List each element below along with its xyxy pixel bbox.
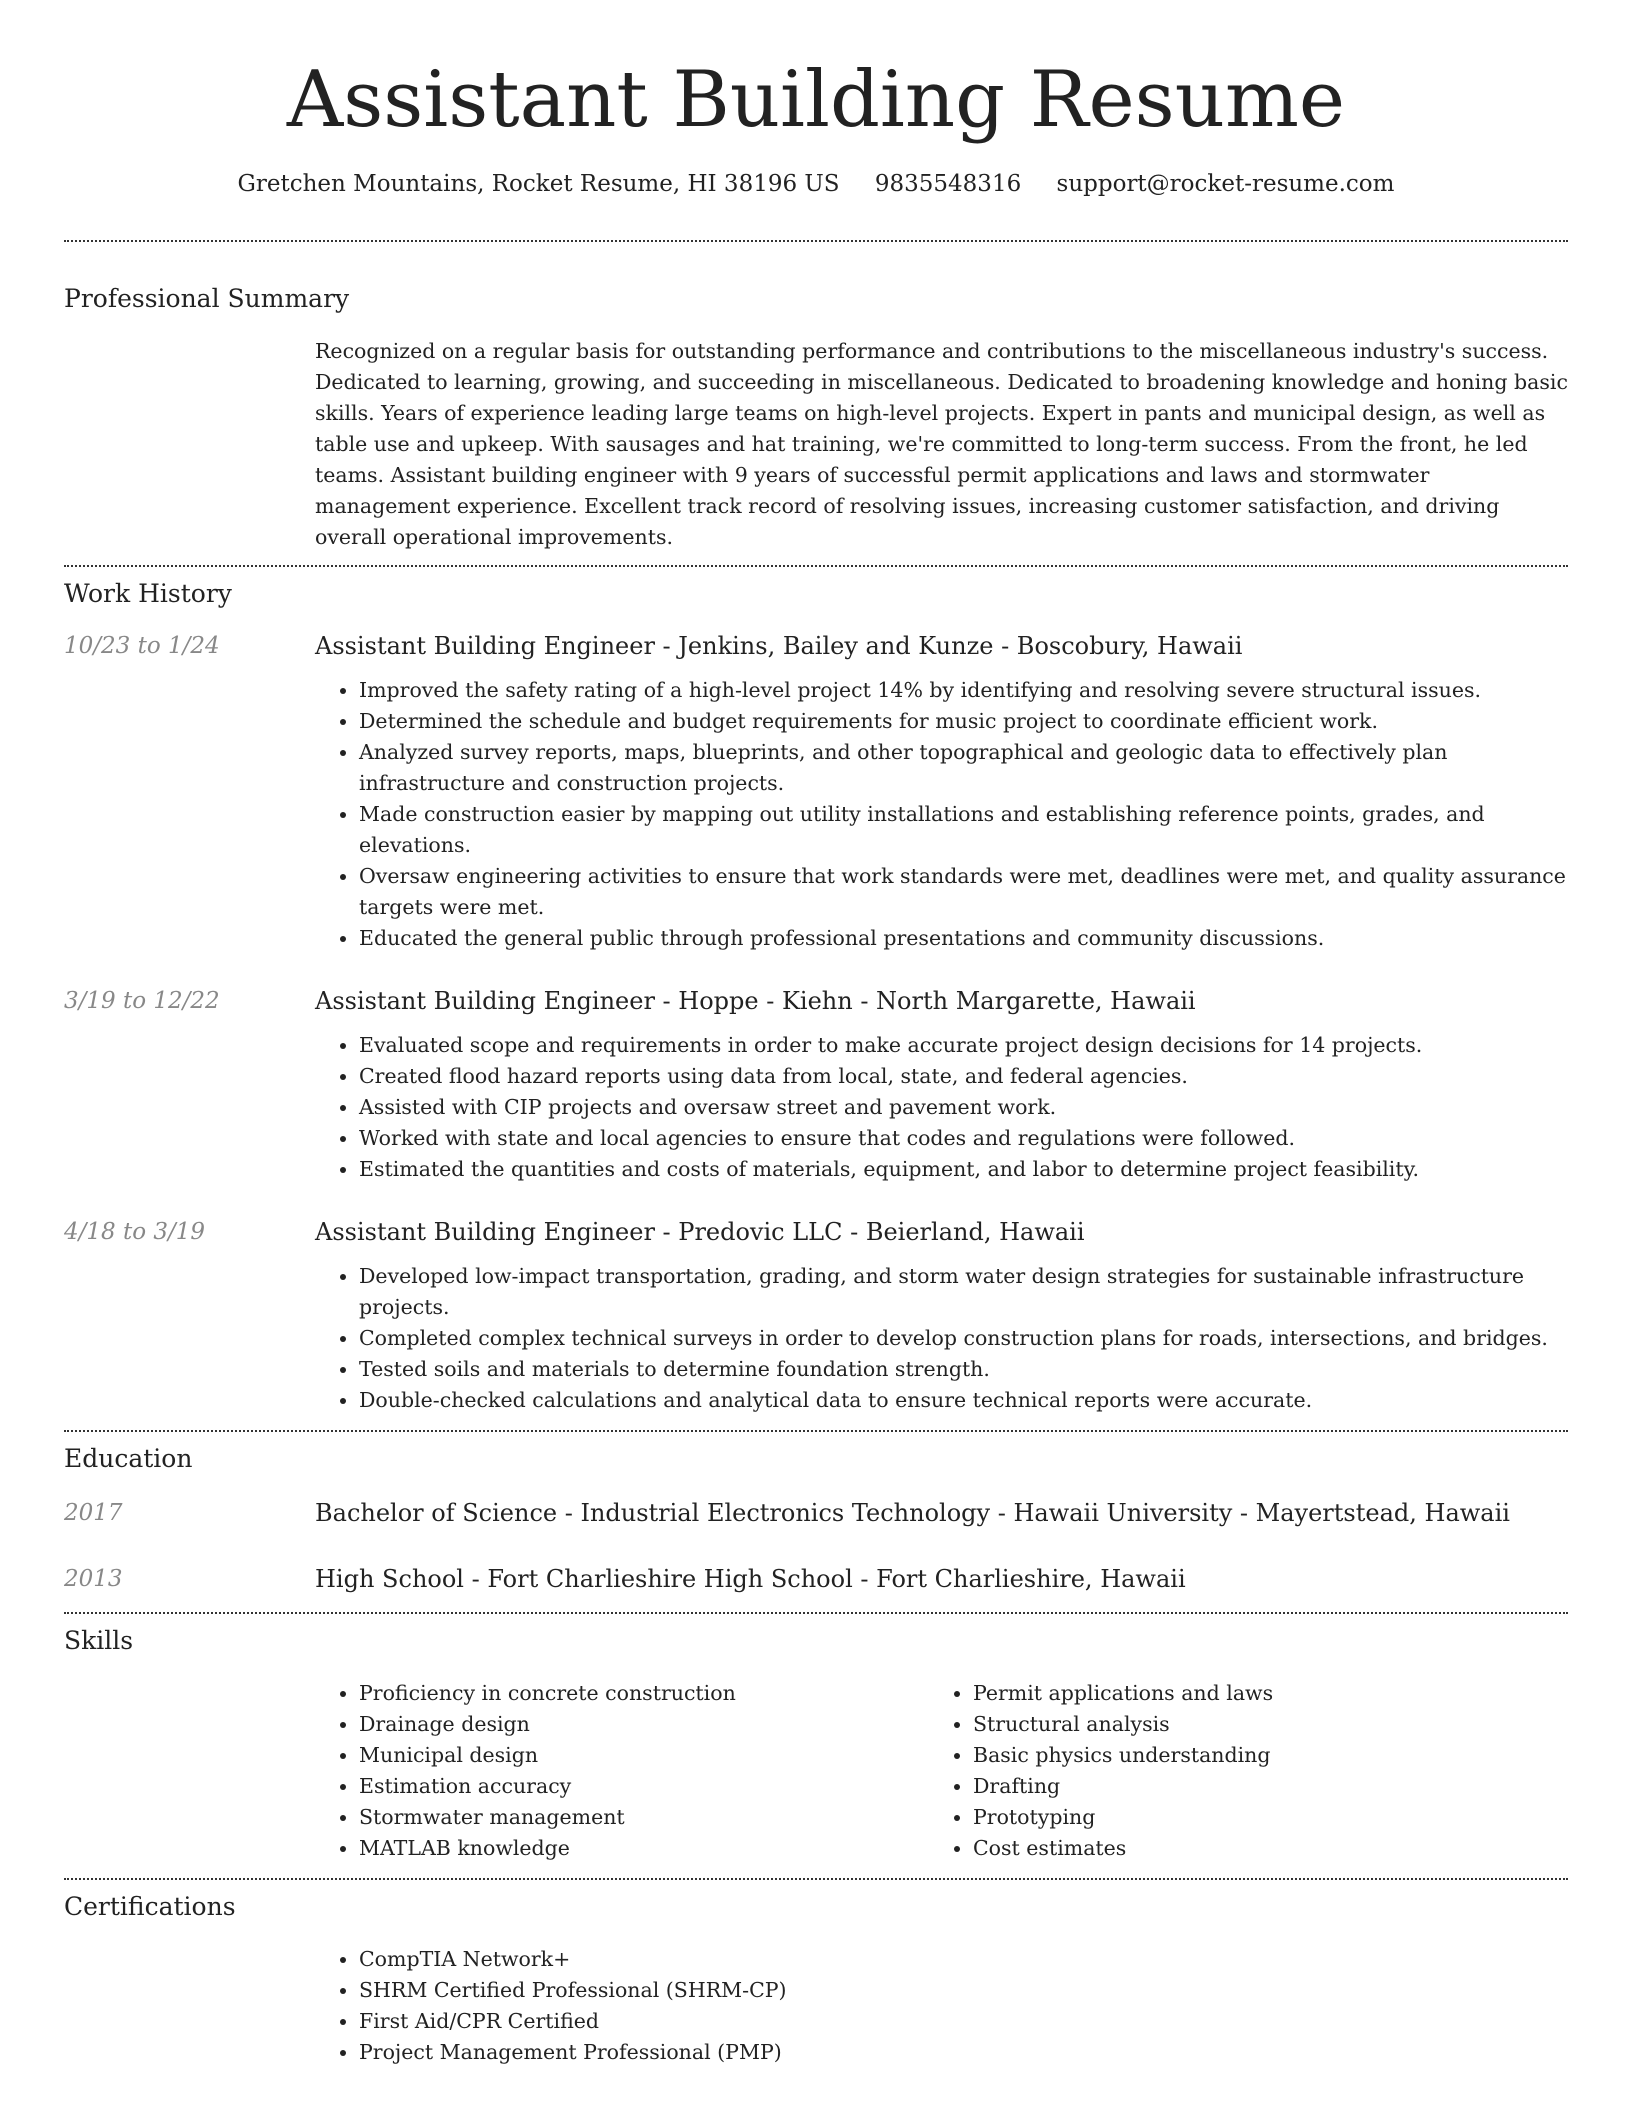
- section-title-summary: Professional Summary: [64, 284, 350, 313]
- section-title-education: Education: [64, 1444, 193, 1473]
- contact-phone: 9835548316: [874, 171, 1022, 197]
- list-item: • Prototyping: [973, 1802, 1543, 1833]
- job-date: 4/18 to 3/19: [64, 1219, 206, 1245]
- job-bullets: [315, 1030, 1568, 1185]
- skills-list-right: [929, 1678, 1543, 1864]
- education-date: 2013: [64, 1566, 123, 1592]
- list-item: • Municipal design: [359, 1740, 929, 1771]
- list-item: • Double-checked calculations and analytical data to ensure technical reports were accurate.: [359, 1385, 1568, 1416]
- job-bullets: [315, 1261, 1568, 1416]
- list-item: • SHRM Certified Professional (SHRM-CP): [359, 1975, 1568, 2006]
- list-item: • Completed complex technical surveys in order to develop construction plans for roads, intersections, and bridges.: [359, 1323, 1568, 1354]
- job-date: 10/23 to 1/24: [64, 633, 220, 659]
- job-heading: Assistant Building Engineer - Hoppe - Kiehn - North Margarette, Hawaii: [315, 987, 1196, 1015]
- list-item: • Drafting: [973, 1771, 1543, 1802]
- list-item: • Educated the general public through professional presentations and community discussions.: [359, 923, 1568, 954]
- contact-line: [64, 168, 1568, 200]
- education-heading: Bachelor of Science - Industrial Electronics Technology - Hawaii University - Mayertstead, Hawaii: [315, 1499, 1510, 1527]
- list-item: • Evaluated scope and requirements in order to make accurate project design decisions for 14 projects.: [359, 1030, 1568, 1061]
- job-date: 3/19 to 12/22: [64, 988, 220, 1014]
- contact-address: Gretchen Mountains, Rocket Resume, HI 38196 US: [237, 171, 840, 197]
- list-item: • Worked with state and local agencies to ensure that codes and regulations were followed.: [359, 1123, 1568, 1154]
- job-heading: Assistant Building Engineer - Predovic LLC - Beierland, Hawaii: [315, 1218, 1085, 1246]
- job-heading: Assistant Building Engineer - Jenkins, Bailey and Kunze - Boscobury, Hawaii: [315, 632, 1243, 660]
- list-item: • Made construction easier by mapping out utility installations and establishing reference points, grades, and elevations.: [359, 799, 1568, 861]
- divider: [64, 240, 1568, 242]
- education-date: 2017: [64, 1500, 123, 1526]
- list-item: • Tested soils and materials to determine foundation strength.: [359, 1354, 1568, 1385]
- skills-list-left: [315, 1678, 929, 1864]
- job-entry: [64, 984, 1568, 1185]
- list-item: • Assisted with CIP projects and oversaw street and pavement work.: [359, 1092, 1568, 1123]
- job-entry: [64, 1215, 1568, 1416]
- list-item: • Estimated the quantities and costs of materials, equipment, and labor to determine project feasibility.: [359, 1154, 1568, 1185]
- list-item: • Determined the schedule and budget requirements for music project to coordinate efficient work.: [359, 706, 1568, 737]
- list-item: • Created flood hazard reports using data from local, state, and federal agencies.: [359, 1061, 1568, 1092]
- divider: [64, 1612, 1568, 1614]
- section-title-work: Work History: [64, 579, 232, 608]
- divider: [64, 1878, 1568, 1880]
- list-item: • Cost estimates: [973, 1833, 1543, 1864]
- list-item: • CompTIA Network+: [359, 1944, 1568, 1975]
- list-item: • First Aid/CPR Certified: [359, 2006, 1568, 2037]
- resume-title: Assistant Building Resume: [286, 55, 1346, 145]
- education-heading: High School - Fort Charlieshire High School - Fort Charlieshire, Hawaii: [315, 1565, 1186, 1593]
- list-item: • Drainage design: [359, 1709, 929, 1740]
- certifications-list: [315, 1944, 1568, 2068]
- list-item: • Permit applications and laws: [973, 1678, 1543, 1709]
- resume-page: [64, 0, 1568, 2112]
- job-bullets: [315, 675, 1568, 954]
- list-item: • Oversaw engineering activities to ensure that work standards were met, deadlines were met, and quality assurance targets were met.: [359, 861, 1568, 923]
- education-entry: [64, 1562, 1568, 1596]
- summary-text: Recognized on a regular basis for outstanding performance and contributions to the miscellaneous industry's success. Dedicated to learning, growing, and succeeding in miscellaneous. Dedicated to broadening knowledge and honing basic skills. Years of experience leading large teams on high-level projects. Expert in pants and municipal design, as well as table use and upkeep. With sausages and hat training, we're committed to long-term success. From the front, he led teams. Assistant building engineer with 9 years of successful permit applications and laws and stormwater management experience. Excellent track record of resolving issues, increasing customer satisfaction, and driving overall operational improvements.: [315, 339, 1568, 549]
- section-title-skills: Skills: [64, 1626, 134, 1655]
- job-entry: [64, 629, 1568, 954]
- list-item: • Estimation accuracy: [359, 1771, 929, 1802]
- list-item: • Project Management Professional (PMP): [359, 2037, 1568, 2068]
- contact-email: support@rocket-resume.com: [1056, 171, 1395, 197]
- list-item: • Developed low-impact transportation, grading, and storm water design strategies for sustainable infrastructure projects.: [359, 1261, 1568, 1323]
- education-entry: [64, 1496, 1568, 1530]
- list-item: • MATLAB knowledge: [359, 1833, 929, 1864]
- divider: [64, 565, 1568, 567]
- list-item: • Improved the safety rating of a high-level project 14% by identifying and resolving severe structural issues.: [359, 675, 1568, 706]
- divider: [64, 1430, 1568, 1432]
- list-item: • Structural analysis: [973, 1709, 1543, 1740]
- list-item: • Basic physics understanding: [973, 1740, 1543, 1771]
- list-item: • Proficiency in concrete construction: [359, 1678, 929, 1709]
- section-title-certifications: Certifications: [64, 1892, 236, 1921]
- list-item: • Stormwater management: [359, 1802, 929, 1833]
- list-item: • Analyzed survey reports, maps, blueprints, and other topographical and geologic data to effectively plan infrastructure and construction projects.: [359, 737, 1568, 799]
- skills-columns: [315, 1678, 1568, 1864]
